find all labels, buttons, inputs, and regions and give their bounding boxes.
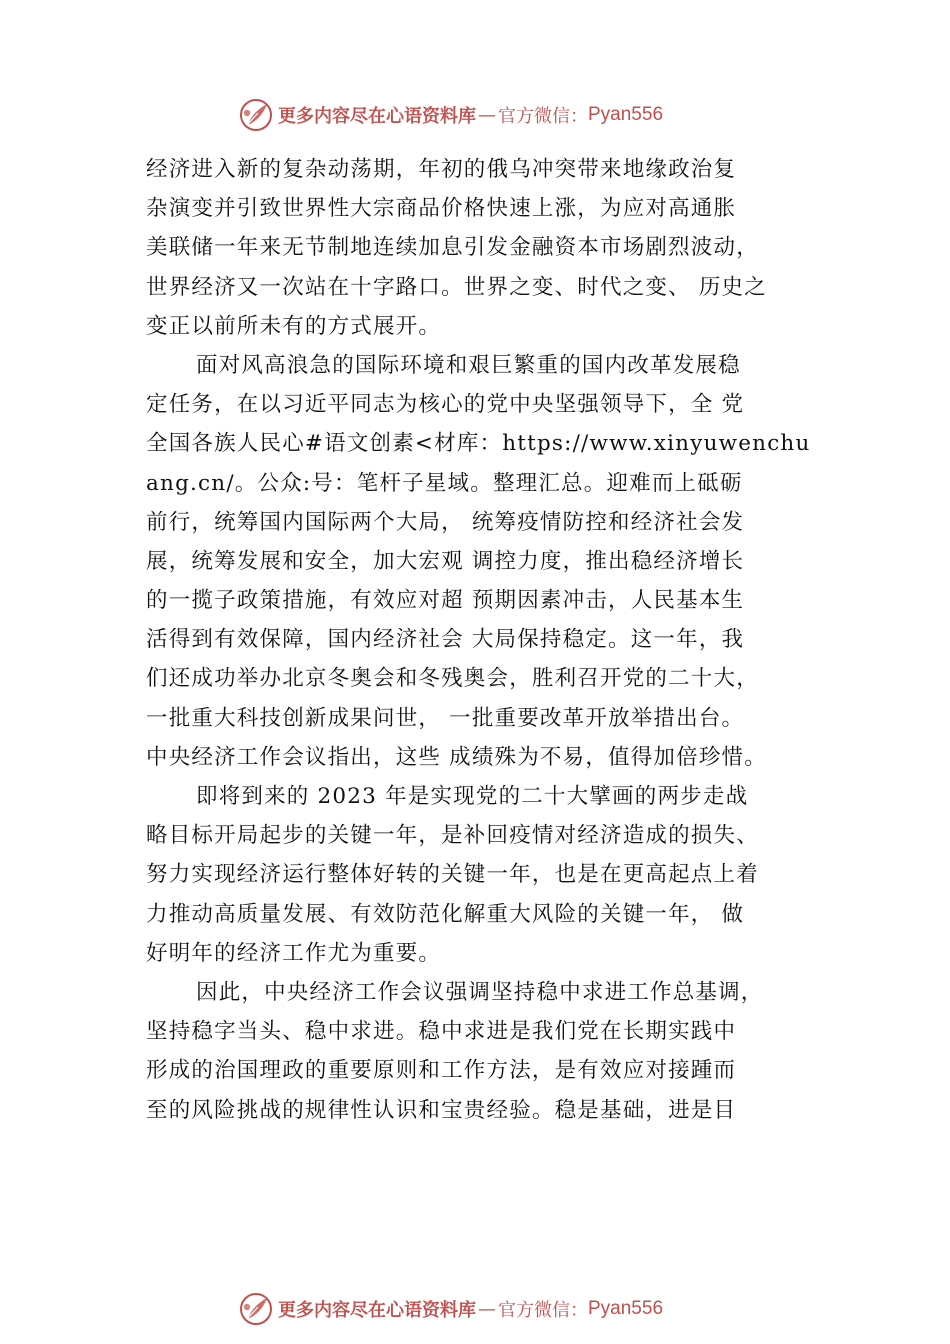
watermark-wechat-id: Pyan556 (588, 1298, 664, 1319)
text-line: 坚持稳字当头、稳中求进。稳中求进是我们党在长期实践中 (146, 1019, 737, 1045)
text-line: 略目标开局起步的关键一年，是补回疫情对经济造成的损失、 (146, 823, 759, 849)
text-line: 们还成功举办北京冬奥会和冬残奥会，胜利召开党的二十大， (146, 666, 759, 692)
quill-logo-icon (238, 1291, 274, 1327)
text-line: 杂演变并引致世界性大宗商品价格快速上涨，为应对高通胀 (146, 196, 737, 222)
text-line: 形成的治国理政的重要原则和工作方法，是有效应对接踵而 (146, 1058, 737, 1084)
text-line: 美联储一年来无节制地连续加息引发金融资本市场剧烈波动， (146, 235, 759, 261)
text-line: 活得到有效保障，国内经济社会 大局保持稳定。这一年，我 (146, 627, 745, 653)
watermark-wechat-label: 官方微信： (498, 1300, 588, 1321)
text-line: 努力实现经济运行整体好转的关键一年，也是在更高起点上着 (146, 862, 759, 888)
text-line: 经济进入新的复杂动荡期，年初的俄乌冲突带来地缘政治复 (146, 157, 737, 182)
quill-logo-icon (238, 97, 274, 133)
paragraph-start-line: 因此，中央经济工作会议强调坚持稳中求进工作总基调， (196, 979, 764, 1005)
watermark-title: 更多内容尽在心语资料库 (278, 106, 476, 127)
text-line: 力推动高质量发展、有效防范化解重大风险的关键一年， 做 (146, 901, 745, 927)
text-line: 变正以前所未有的方式展开。 (146, 313, 442, 339)
text-line: 中央经济工作会议指出，这些 成绩殊为不易，值得加倍珍惜。 (146, 744, 767, 770)
text-line: 前行，统筹国内国际两个大局， 统筹疫情防控和经济社会发 (146, 509, 745, 535)
text-line: 世界经济又一次站在十字路口。世界之变、时代之变、 历史之 (146, 274, 767, 300)
paragraph-start-line: 即将到来的 2023 年是实现党的二十大擘画的两步走战 (196, 784, 749, 809)
watermark-dash: — (478, 104, 496, 126)
document-body (146, 150, 846, 1130)
text-line: 好明年的经济工作尤为重要。 (146, 940, 442, 966)
footer-watermark (238, 1290, 663, 1328)
watermark-wechat-label: 官方微信： (498, 106, 588, 127)
text-line: 至的风险挑战的规律性认识和宝贵经验。稳是基础，进是目 (146, 1097, 737, 1123)
header-watermark (238, 96, 663, 134)
watermark-wechat-id: Pyan556 (588, 104, 664, 125)
text-line: ang.cn/。公众:号：笔杆子星域。整理汇总。迎难而上砥砺 (146, 470, 743, 496)
watermark-title: 更多内容尽在心语资料库 (278, 1300, 476, 1321)
text-line: 全国各族人民心#语文创素<材库：https://www.xinyuwenchu (146, 431, 811, 457)
text-line: 定任务，在以习近平同志为核心的党中央坚强领导下，全 党 (146, 392, 745, 418)
watermark-dash: — (478, 1298, 496, 1320)
text-line: 展，统筹发展和安全，加大宏观 调控力度，推出稳经济增长 (146, 548, 745, 574)
paragraph-start-line: 面对风高浪急的国际环境和艰巨繁重的国内改革发展稳 (196, 352, 741, 378)
text-line: 一批重大科技创新成果问世， 一批重要改革开放举措出台。 (146, 705, 745, 731)
text-line: 的一揽子政策措施，有效应对超 预期因素冲击，人民基本生 (146, 588, 745, 614)
